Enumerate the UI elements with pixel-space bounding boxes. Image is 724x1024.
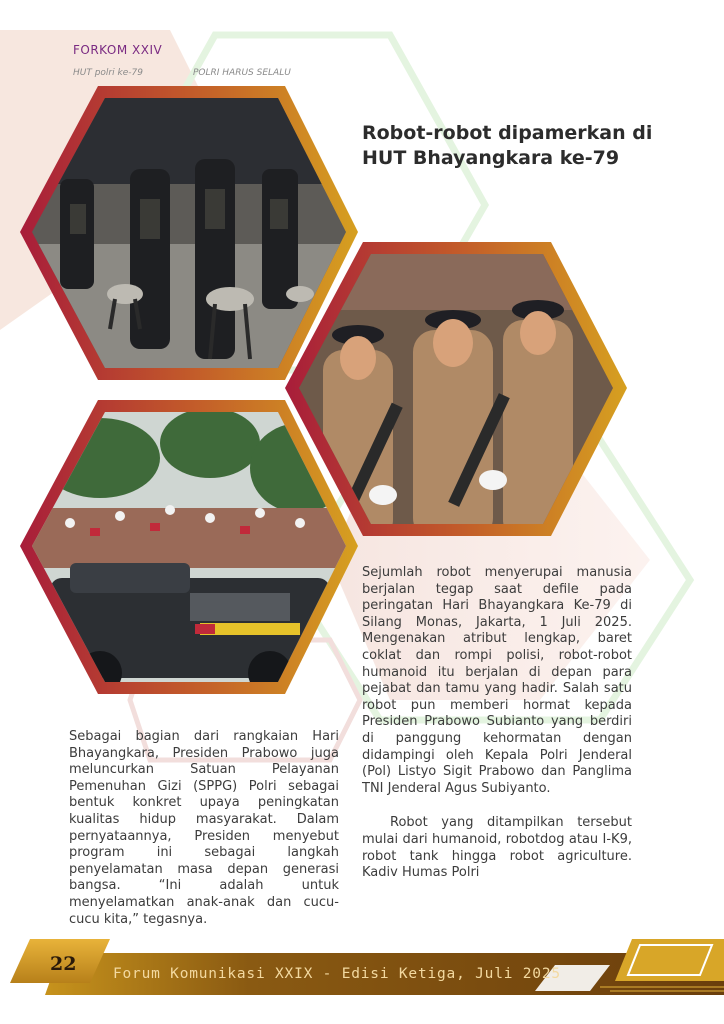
section-subtitle-right: POLRI HARUS SELALU (193, 68, 291, 78)
headline-line-1: Robot-robot dipamerkan di (362, 122, 653, 144)
headline-line-2: HUT Bhayangkara ke-79 (362, 147, 620, 169)
section-subtitle-left: HUT polri ke-79 (73, 68, 143, 78)
article-left-column (69, 729, 339, 928)
article-right-column (362, 565, 632, 882)
article-headline (362, 121, 662, 171)
section-title: FORKOM XXIV (73, 43, 163, 57)
paragraph-robot-types: Robot yang ditampilkan tersebut mulai dari humanoid, robotdog atau I-K9, robot tank hingga robot agriculture. Kadiv Humas Polri (362, 815, 632, 881)
photo-crowd-armored-vehicle (10, 398, 360, 698)
page-number: 22 (50, 953, 77, 975)
paragraph-robots-defile: Sejumlah robot menyerupai manusia berjalan tegap saat defile pada peringatan Hari Bhayangkara Ke-79 di Silang Monas, Jakarta, 1 Juli 2025. Mengenakan atribut lengkap, baret coklat dan rompi polisi, robot-robot humanoid itu berjalan di depan para pejabat dan tamu yang hadir. Salah satu robot pun memberi hormat kepada Presiden Prabowo Subianto yang berdiri di panggung kehormatan dengan didampingi oleh Kepala Polri Jenderal (Pol) Listyo Sigit Prabowo dan Panglima TNI Jenderal Agus Subiyanto. (362, 565, 632, 796)
paragraph-sppg-launch: Sebagai bagian dari rangkaian Hari Bhayangkara, Presiden Prabowo juga meluncurkan Satuan Pelayanan Pemenuhan Gizi (SPPG) Polri sebagai bentuk konkret upaya peningkatan kualitas hidup masyarakat. Dalam pernyataannya, Presiden menyebut program ini sebagai langkah penyelamatan masa depan generasi bangsa. “Ini adalah untuk menyelamatkan anak-anak dan cucu-cucu kita,” tegasnya. (69, 729, 339, 927)
publication-title: Forum Komunikasi XXIX - Edisi Ketiga, Juli 2025 (113, 966, 561, 982)
